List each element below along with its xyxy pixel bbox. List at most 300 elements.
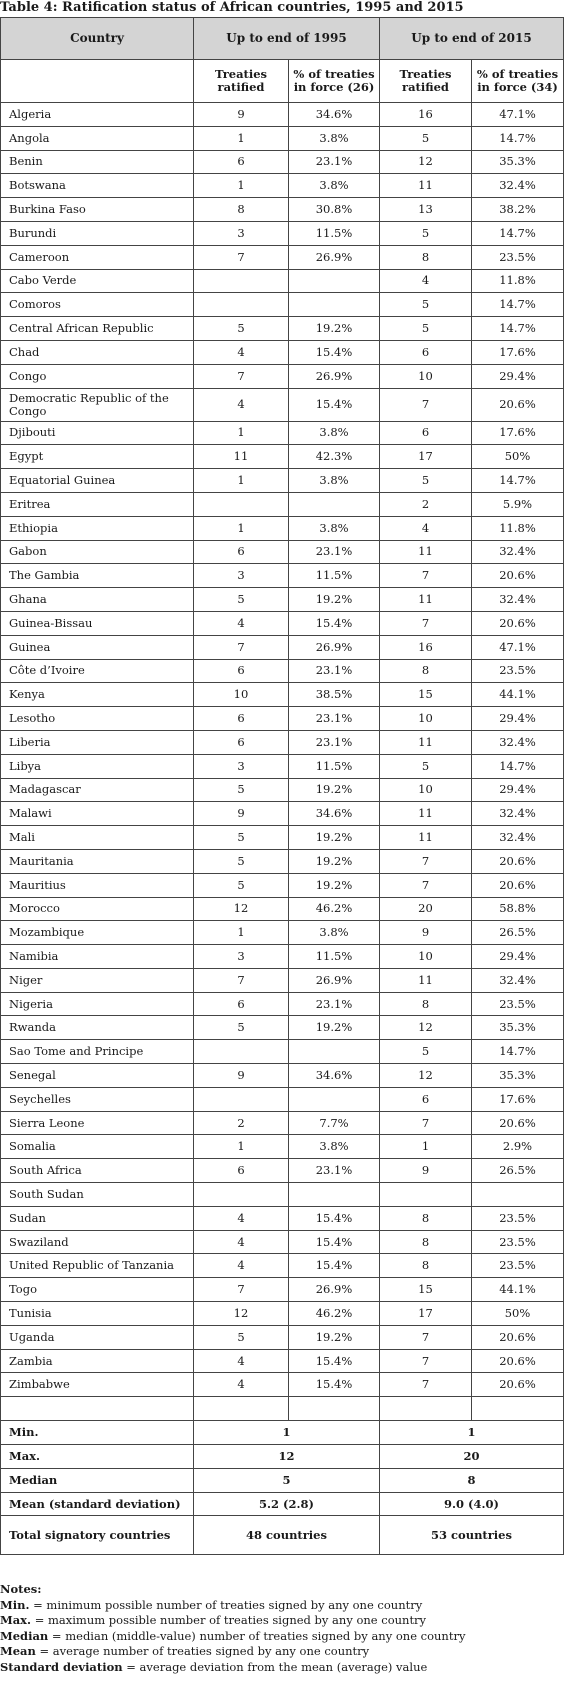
country-cell: Cabo Verde [1, 269, 194, 293]
country-cell: Gabon [1, 540, 194, 564]
treaties-1995-cell: 12 [194, 1302, 289, 1326]
treaties-2015-cell: 17 [380, 445, 472, 469]
table-row [1, 388, 564, 421]
table-row [1, 1254, 564, 1278]
treaties-2015-cell: 11 [380, 588, 472, 612]
pct-2015-cell: 17.6% [472, 1087, 564, 1111]
pct-2015-cell: 14.7% [472, 1040, 564, 1064]
treaties-1995-cell: 8 [194, 198, 289, 222]
pct-1995-cell: 11.5% [289, 564, 380, 588]
treaties-1995-cell: 5 [194, 317, 289, 341]
table-row [1, 968, 564, 992]
pct-1995-cell [289, 1040, 380, 1064]
pct-2015-cell: 23.5% [472, 1230, 564, 1254]
pct-1995-cell: 19.2% [289, 1325, 380, 1349]
pct-1995-cell [289, 1183, 380, 1207]
treaties-1995-cell [194, 1040, 289, 1064]
pct-1995-cell: 15.4% [289, 1254, 380, 1278]
country-cell: Guinea-Bissau [1, 611, 194, 635]
treaties-2015-cell: 2 [380, 492, 472, 516]
pct-2015-cell: 29.4% [472, 707, 564, 731]
pct-2015-cell: 2.9% [472, 1135, 564, 1159]
country-cell: Madagascar [1, 778, 194, 802]
pct-2015-cell [472, 1183, 564, 1207]
table-row [1, 364, 564, 388]
treaties-2015-cell: 1 [380, 1135, 472, 1159]
table-row [1, 635, 564, 659]
table-row [1, 293, 564, 317]
country-cell: Tunisia [1, 1302, 194, 1326]
country-cell: Burkina Faso [1, 198, 194, 222]
note-item [0, 1598, 564, 1614]
table-row [1, 754, 564, 778]
treaties-1995-cell: 1 [194, 516, 289, 540]
pct-2015-cell: 23.5% [472, 992, 564, 1016]
treaties-1995-cell: 5 [194, 778, 289, 802]
note-text: = average deviation from the mean (average) value [122, 1659, 428, 1674]
country-cell: Angola [1, 126, 194, 150]
treaties-2015-cell: 20 [380, 897, 472, 921]
treaties-2015-cell: 5 [380, 317, 472, 341]
pct-1995-cell: 15.4% [289, 1373, 380, 1397]
country-cell: Morocco [1, 897, 194, 921]
treaties-2015-cell: 7 [380, 1373, 472, 1397]
pct-1995-cell: 46.2% [289, 897, 380, 921]
treaties-1995-cell: 6 [194, 1159, 289, 1183]
pct-1995-cell: 3.8% [289, 1135, 380, 1159]
country-cell: Mauritius [1, 873, 194, 897]
country-cell: Democratic Republic of the Congo [1, 388, 194, 421]
table-row [1, 445, 564, 469]
pct-1995-cell: 26.9% [289, 245, 380, 269]
table-row [1, 103, 564, 127]
pct-2015-cell: 38.2% [472, 198, 564, 222]
summary-row [1, 1445, 564, 1469]
country-cell: Swaziland [1, 1230, 194, 1254]
pct-2015-cell: 44.1% [472, 1278, 564, 1302]
pct-1995-cell: 3.8% [289, 174, 380, 198]
note-term: Standard deviation [0, 1659, 123, 1674]
treaties-2015-cell: 10 [380, 945, 472, 969]
treaties-1995-cell: 4 [194, 1206, 289, 1230]
summary-2015-value: 1 [380, 1421, 564, 1445]
pct-2015-cell: 14.7% [472, 293, 564, 317]
summary-label: Median [1, 1468, 194, 1492]
pct-1995-cell: 38.5% [289, 683, 380, 707]
treaties-1995-cell: 1 [194, 174, 289, 198]
subheader-treaties-2015: Treaties ratified [380, 60, 472, 103]
pct-1995-cell: 23.1% [289, 730, 380, 754]
pct-1995-cell [289, 293, 380, 317]
total-label: Total signatory countries [1, 1516, 194, 1555]
total-1995-value: 48 countries [194, 1516, 380, 1555]
treaties-2015-cell: 6 [380, 340, 472, 364]
pct-2015-cell: 23.5% [472, 245, 564, 269]
country-cell: Libya [1, 754, 194, 778]
note-item [0, 1613, 564, 1629]
country-cell: Mali [1, 826, 194, 850]
summary-row [1, 1492, 564, 1516]
treaties-2015-cell: 5 [380, 1040, 472, 1064]
treaties-2015-cell: 5 [380, 469, 472, 493]
pct-1995-cell: 19.2% [289, 588, 380, 612]
treaties-2015-cell: 16 [380, 103, 472, 127]
pct-2015-cell: 32.4% [472, 826, 564, 850]
treaties-1995-cell: 3 [194, 221, 289, 245]
table-row [1, 1087, 564, 1111]
table-row [1, 826, 564, 850]
note-item [0, 1660, 564, 1676]
treaties-2015-cell: 11 [380, 730, 472, 754]
pct-1995-cell: 3.8% [289, 921, 380, 945]
pct-1995-cell: 19.2% [289, 317, 380, 341]
pct-1995-cell: 42.3% [289, 445, 380, 469]
treaties-1995-cell: 11 [194, 445, 289, 469]
country-cell: Djibouti [1, 421, 194, 445]
country-cell: Comoros [1, 293, 194, 317]
country-cell: Mozambique [1, 921, 194, 945]
pct-1995-cell: 11.5% [289, 945, 380, 969]
treaties-2015-cell: 9 [380, 921, 472, 945]
table-row [1, 174, 564, 198]
subheader-pct-2015: % of treaties in force (34) [472, 60, 564, 103]
pct-2015-cell: 50% [472, 1302, 564, 1326]
table-title: Table 4: Ratification status of African countries, 1995 and 2015 [0, 0, 464, 15]
country-cell: Kenya [1, 683, 194, 707]
treaties-2015-cell: 17 [380, 1302, 472, 1326]
table-row [1, 611, 564, 635]
pct-1995-cell: 23.1% [289, 540, 380, 564]
pct-1995-cell: 34.6% [289, 802, 380, 826]
table-row [1, 492, 564, 516]
treaties-2015-cell: 13 [380, 198, 472, 222]
treaties-2015-cell [380, 1183, 472, 1207]
country-cell: Lesotho [1, 707, 194, 731]
table-row [1, 1278, 564, 1302]
treaties-2015-cell: 4 [380, 516, 472, 540]
treaties-2015-cell: 5 [380, 126, 472, 150]
summary-row [1, 1421, 564, 1445]
pct-2015-cell: 35.3% [472, 1016, 564, 1040]
summary-label: Mean (standard deviation) [1, 1492, 194, 1516]
treaties-1995-cell: 4 [194, 388, 289, 421]
treaties-1995-cell: 1 [194, 126, 289, 150]
country-cell: Ghana [1, 588, 194, 612]
treaties-1995-cell: 1 [194, 421, 289, 445]
treaties-2015-cell: 5 [380, 754, 472, 778]
treaties-1995-cell: 3 [194, 754, 289, 778]
treaties-2015-cell: 8 [380, 1206, 472, 1230]
treaties-1995-cell: 5 [194, 826, 289, 850]
pct-1995-cell: 19.2% [289, 1016, 380, 1040]
total-row [1, 1516, 564, 1555]
table-row [1, 1064, 564, 1088]
pct-1995-cell: 23.1% [289, 992, 380, 1016]
table-row [1, 730, 564, 754]
country-cell: Sao Tome and Principe [1, 1040, 194, 1064]
table-row [1, 921, 564, 945]
country-cell: Egypt [1, 445, 194, 469]
pct-2015-cell: 26.5% [472, 921, 564, 945]
pct-1995-cell: 3.8% [289, 421, 380, 445]
country-cell: United Republic of Tanzania [1, 1254, 194, 1278]
pct-1995-cell: 15.4% [289, 340, 380, 364]
treaties-1995-cell [194, 492, 289, 516]
note-term: Max. [0, 1613, 32, 1628]
pct-1995-cell: 26.9% [289, 968, 380, 992]
pct-1995-cell: 30.8% [289, 198, 380, 222]
pct-1995-cell: 15.4% [289, 388, 380, 421]
pct-1995-cell: 26.9% [289, 635, 380, 659]
country-cell: Senegal [1, 1064, 194, 1088]
treaties-2015-cell: 11 [380, 802, 472, 826]
summary-1995-value: 5 [194, 1468, 380, 1492]
pct-1995-cell [289, 492, 380, 516]
treaties-2015-cell: 7 [380, 1111, 472, 1135]
treaties-2015-cell: 10 [380, 778, 472, 802]
pct-1995-cell [289, 269, 380, 293]
header-row [1, 18, 564, 60]
treaties-2015-cell: 7 [380, 564, 472, 588]
header-group-1995: Up to end of 1995 [194, 18, 380, 60]
treaties-2015-cell: 12 [380, 1064, 472, 1088]
pct-1995-cell: 15.4% [289, 611, 380, 635]
treaties-2015-cell: 7 [380, 1325, 472, 1349]
treaties-1995-cell: 3 [194, 564, 289, 588]
pct-1995-cell: 26.9% [289, 364, 380, 388]
note-text: = median (middle-value) number of treaties signed by any one country [48, 1628, 466, 1643]
treaties-1995-cell: 7 [194, 635, 289, 659]
treaties-2015-cell: 8 [380, 1230, 472, 1254]
table-row [1, 1325, 564, 1349]
treaties-2015-cell: 10 [380, 364, 472, 388]
country-cell: South Sudan [1, 1183, 194, 1207]
country-cell: Liberia [1, 730, 194, 754]
treaties-1995-cell: 1 [194, 921, 289, 945]
pct-2015-cell: 32.4% [472, 968, 564, 992]
pct-2015-cell: 20.6% [472, 388, 564, 421]
pct-2015-cell: 20.6% [472, 564, 564, 588]
treaties-2015-cell: 10 [380, 707, 472, 731]
pct-2015-cell: 32.4% [472, 802, 564, 826]
country-cell: Niger [1, 968, 194, 992]
treaties-1995-cell: 10 [194, 683, 289, 707]
treaties-1995-cell [194, 293, 289, 317]
pct-2015-cell: 14.7% [472, 221, 564, 245]
summary-label: Max. [1, 1445, 194, 1469]
note-text: = minimum possible number of treaties signed by any one country [29, 1597, 423, 1612]
table-row [1, 421, 564, 445]
table-row [1, 1373, 564, 1397]
table-row [1, 469, 564, 493]
table-body [1, 103, 564, 1397]
country-cell: Nigeria [1, 992, 194, 1016]
note-text: = maximum possible number of treaties signed by any one country [31, 1613, 427, 1628]
table-row [1, 1183, 564, 1207]
pct-1995-cell: 15.4% [289, 1206, 380, 1230]
treaties-1995-cell: 9 [194, 103, 289, 127]
pct-2015-cell: 32.4% [472, 588, 564, 612]
country-cell: Malawi [1, 802, 194, 826]
table-row [1, 897, 564, 921]
pct-2015-cell: 29.4% [472, 364, 564, 388]
summary-1995-value: 1 [194, 1421, 380, 1445]
summary-1995-value: 12 [194, 1445, 380, 1469]
pct-2015-cell: 20.6% [472, 1349, 564, 1373]
country-cell: Zimbabwe [1, 1373, 194, 1397]
pct-1995-cell: 26.9% [289, 1278, 380, 1302]
treaties-2015-cell: 7 [380, 849, 472, 873]
summary-label: Min. [1, 1421, 194, 1445]
treaties-1995-cell: 5 [194, 1325, 289, 1349]
treaties-1995-cell: 1 [194, 469, 289, 493]
treaties-1995-cell: 6 [194, 992, 289, 1016]
pct-2015-cell: 20.6% [472, 849, 564, 873]
treaties-2015-cell: 12 [380, 1016, 472, 1040]
country-cell: Burundi [1, 221, 194, 245]
pct-2015-cell: 11.8% [472, 516, 564, 540]
pct-2015-cell: 58.8% [472, 897, 564, 921]
treaties-1995-cell: 5 [194, 873, 289, 897]
treaties-2015-cell: 8 [380, 1254, 472, 1278]
table-row [1, 516, 564, 540]
treaties-1995-cell: 4 [194, 611, 289, 635]
table-row [1, 849, 564, 873]
pct-1995-cell: 15.4% [289, 1349, 380, 1373]
treaties-2015-cell: 11 [380, 968, 472, 992]
table-row [1, 317, 564, 341]
treaties-2015-cell: 11 [380, 540, 472, 564]
country-cell: South Africa [1, 1159, 194, 1183]
treaties-2015-cell: 15 [380, 1278, 472, 1302]
country-cell: The Gambia [1, 564, 194, 588]
table-row [1, 1230, 564, 1254]
note-term: Median [0, 1628, 49, 1643]
table-row [1, 659, 564, 683]
pct-2015-cell: 26.5% [472, 1159, 564, 1183]
table-row [1, 221, 564, 245]
country-cell: Côte d’Ivoire [1, 659, 194, 683]
pct-1995-cell: 7.7% [289, 1111, 380, 1135]
ratification-table [0, 17, 564, 1555]
treaties-2015-cell: 5 [380, 293, 472, 317]
header-group-2015: Up to end of 2015 [380, 18, 564, 60]
country-cell: Togo [1, 1278, 194, 1302]
pct-2015-cell: 14.7% [472, 317, 564, 341]
subheader-treaties-1995: Treaties ratified [194, 60, 289, 103]
treaties-1995-cell: 7 [194, 968, 289, 992]
treaties-1995-cell: 7 [194, 364, 289, 388]
pct-2015-cell: 50% [472, 445, 564, 469]
table-row [1, 683, 564, 707]
treaties-2015-cell: 11 [380, 826, 472, 850]
pct-1995-cell: 19.2% [289, 873, 380, 897]
treaties-1995-cell: 6 [194, 707, 289, 731]
country-cell: Guinea [1, 635, 194, 659]
summary-1995-value: 5.2 (2.8) [194, 1492, 380, 1516]
country-cell: Uganda [1, 1325, 194, 1349]
treaties-1995-cell: 4 [194, 1254, 289, 1278]
country-cell: Congo [1, 364, 194, 388]
note-term: Mean [0, 1644, 36, 1659]
treaties-1995-cell: 5 [194, 588, 289, 612]
treaties-1995-cell: 4 [194, 1230, 289, 1254]
pct-2015-cell: 32.4% [472, 730, 564, 754]
subheader-pct-1995: % of treaties in force (26) [289, 60, 380, 103]
country-cell: Cameroon [1, 245, 194, 269]
country-cell: Benin [1, 150, 194, 174]
notes-heading: Notes: [0, 1582, 42, 1596]
pct-2015-cell: 29.4% [472, 945, 564, 969]
treaties-2015-cell: 6 [380, 421, 472, 445]
pct-1995-cell: 34.6% [289, 103, 380, 127]
treaties-2015-cell: 15 [380, 683, 472, 707]
subheader-empty [1, 60, 194, 103]
header-country: Country [1, 18, 194, 60]
summary-2015-value: 8 [380, 1468, 564, 1492]
treaties-1995-cell: 9 [194, 802, 289, 826]
treaties-1995-cell: 1 [194, 1135, 289, 1159]
table-row [1, 873, 564, 897]
treaties-2015-cell: 7 [380, 1349, 472, 1373]
pct-2015-cell: 23.5% [472, 659, 564, 683]
pct-1995-cell: 19.2% [289, 849, 380, 873]
pct-2015-cell: 32.4% [472, 174, 564, 198]
country-cell: Ethiopia [1, 516, 194, 540]
treaties-1995-cell [194, 269, 289, 293]
country-cell: Somalia [1, 1135, 194, 1159]
treaties-1995-cell [194, 1183, 289, 1207]
pct-2015-cell: 20.6% [472, 1111, 564, 1135]
table-row [1, 802, 564, 826]
note-text: = average number of treaties signed by any one country [35, 1644, 370, 1659]
pct-2015-cell: 47.1% [472, 635, 564, 659]
pct-2015-cell: 20.6% [472, 611, 564, 635]
pct-2015-cell: 20.6% [472, 873, 564, 897]
treaties-1995-cell: 7 [194, 1278, 289, 1302]
notes [0, 1582, 564, 1676]
country-cell: Sierra Leone [1, 1111, 194, 1135]
treaties-1995-cell: 5 [194, 849, 289, 873]
table-row [1, 945, 564, 969]
treaties-1995-cell: 5 [194, 1016, 289, 1040]
treaties-2015-cell: 12 [380, 150, 472, 174]
treaties-2015-cell: 6 [380, 1087, 472, 1111]
table-row [1, 269, 564, 293]
pct-1995-cell: 3.8% [289, 516, 380, 540]
treaties-1995-cell: 6 [194, 150, 289, 174]
pct-2015-cell: 5.9% [472, 492, 564, 516]
treaties-2015-cell: 11 [380, 174, 472, 198]
country-cell: Mauritania [1, 849, 194, 873]
table-row [1, 564, 564, 588]
pct-2015-cell: 35.3% [472, 1064, 564, 1088]
table-row [1, 1135, 564, 1159]
pct-2015-cell: 44.1% [472, 683, 564, 707]
pct-1995-cell: 23.1% [289, 659, 380, 683]
table-row [1, 126, 564, 150]
note-term: Min. [0, 1597, 30, 1612]
table-row [1, 1016, 564, 1040]
table-row [1, 1206, 564, 1230]
summary-body [1, 1397, 564, 1555]
note-item [0, 1644, 564, 1660]
treaties-2015-cell: 7 [380, 873, 472, 897]
treaties-2015-cell: 7 [380, 611, 472, 635]
pct-2015-cell: 23.5% [472, 1254, 564, 1278]
treaties-2015-cell: 4 [380, 269, 472, 293]
treaties-1995-cell: 4 [194, 1349, 289, 1373]
